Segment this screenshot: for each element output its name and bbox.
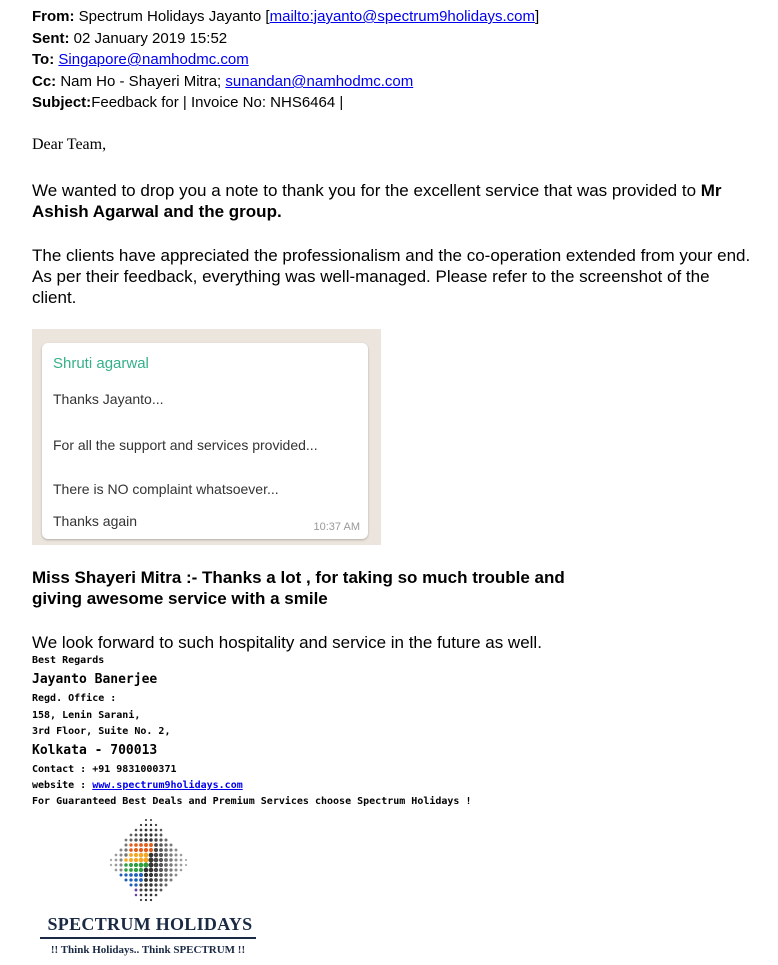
globe-dot [159, 838, 162, 841]
to-label: To: [32, 51, 55, 68]
globe-dot [144, 848, 148, 852]
globe-dot [160, 834, 163, 837]
globe-icon [40, 812, 260, 912]
sig-city: Kolkata - 700013 [32, 743, 158, 758]
globe-dot [154, 863, 159, 868]
globe-dot [164, 878, 167, 881]
globe-dot [160, 889, 163, 892]
globe-dot [149, 868, 154, 873]
globe-dot [150, 899, 152, 901]
globe-dot [139, 873, 143, 877]
globe-dot [164, 863, 168, 867]
globe-dot [124, 868, 127, 871]
globe-dot [154, 873, 158, 877]
thanks-shayeri-paragraph [32, 567, 672, 609]
globe-dot [164, 868, 168, 872]
chat-timestamp: 10:37 AM [313, 521, 360, 533]
globe-dot [154, 843, 158, 847]
globe-dot [169, 853, 172, 856]
globe-dot [124, 873, 127, 876]
globe-dot [164, 873, 168, 877]
globe-dot [144, 838, 148, 842]
globe-dot [149, 878, 153, 882]
globe-dot [159, 868, 163, 872]
globe-dot [180, 869, 183, 872]
chat-sender: Shruti agarwal [53, 355, 149, 372]
globe-dot [134, 883, 137, 886]
globe-dot [154, 878, 158, 882]
globe-dot [174, 858, 177, 861]
globe-dot [129, 883, 132, 886]
globe-dot [155, 889, 158, 892]
globe-dot [129, 853, 133, 857]
chat-line-1: Thanks Jayanto... [53, 391, 164, 407]
sig-address-1: 158, Lenin Sarani, [32, 710, 141, 721]
globe-dot [150, 829, 153, 832]
globe-dot [149, 888, 152, 891]
globe-dot [129, 838, 132, 841]
globe-dot [144, 868, 149, 873]
globe-dot [145, 899, 147, 901]
globe-dot [129, 868, 133, 872]
globe-dot [140, 894, 143, 897]
globe-dot [134, 838, 137, 841]
globe-dot [155, 824, 157, 826]
globe-dot [164, 838, 167, 841]
globe-dot [144, 843, 148, 847]
globe-dot [185, 864, 187, 866]
globe-dot [180, 854, 183, 857]
globe-dot [154, 868, 158, 872]
globe-dot [134, 858, 138, 862]
globe-dot [129, 878, 132, 881]
globe-dot [115, 859, 118, 862]
cc-line [32, 73, 413, 91]
chat-bubble [42, 343, 368, 539]
chat-line-4: Thanks again [53, 513, 138, 529]
globe-dot [154, 853, 158, 857]
globe-dot [135, 889, 138, 892]
globe-dot [170, 879, 173, 882]
sig-contact: Contact : +91 9831000371 [32, 764, 177, 775]
globe-dot [154, 848, 158, 852]
globe-dot [129, 848, 133, 852]
globe-dot [145, 819, 147, 821]
globe-dot [175, 854, 178, 857]
sig-website-label: website : [32, 780, 87, 791]
globe-dot [149, 853, 154, 858]
logo-title: SPECTRUM HOLIDAYS [47, 914, 253, 934]
globe-dot [119, 858, 122, 861]
globe-dot [115, 854, 118, 857]
globe-dot [154, 883, 157, 886]
globe-dot [180, 859, 183, 862]
globe-dot [185, 859, 187, 861]
sig-address-2: 3rd Floor, Suite No. 2, [32, 726, 171, 737]
from-label: From: [32, 8, 75, 25]
globe-dot [134, 873, 138, 877]
globe-dot [169, 863, 172, 866]
globe-dot [164, 848, 168, 852]
globe-dot [180, 864, 183, 867]
cc-label: Cc: [32, 73, 57, 90]
globe-dot [145, 894, 148, 897]
globe-dot [149, 858, 154, 863]
globe-dot [144, 863, 149, 868]
globe-dot [119, 853, 122, 856]
globe-dot [139, 883, 142, 886]
globe-dot [135, 894, 138, 897]
globe-dot [140, 829, 143, 832]
client-name: Mr Ashish Agarwal and the group. [32, 181, 722, 221]
globe-dot [144, 858, 149, 863]
globe-dot [134, 863, 138, 867]
sig-website-link[interactable]: www.spectrum9holidays.com [92, 780, 243, 791]
globe-dot [149, 838, 153, 842]
globe-dot [175, 874, 178, 877]
globe-dot [164, 858, 168, 862]
globe-dot [149, 843, 153, 847]
globe-dot [155, 894, 158, 897]
sig-tagline: For Guaranteed Best Deals and Premium Services choose Spectrum Holidays ! [32, 796, 472, 807]
globe-dot [119, 863, 122, 866]
subject-label: Subject: [32, 94, 92, 111]
globe-dot [149, 873, 153, 877]
globe-dot [145, 829, 148, 832]
globe-dot [124, 853, 127, 856]
globe-dot [129, 873, 133, 877]
globe-dot [139, 858, 144, 863]
globe-dot [134, 878, 138, 882]
globe-dot [144, 833, 147, 836]
globe-dot [149, 848, 153, 852]
globe-dot [154, 838, 157, 841]
globe-dot [124, 878, 127, 881]
to-email-link[interactable]: Singapore@namhodmc.com [58, 51, 249, 68]
globe-dot [149, 863, 154, 868]
globe-dot [175, 849, 178, 852]
globe-dot [150, 819, 152, 821]
globe-dot [174, 863, 177, 866]
globe-dot [144, 878, 148, 882]
chat-line-3: There is NO complaint whatsoever... [53, 481, 279, 497]
globe-dot [139, 878, 143, 882]
globe-dot [159, 843, 163, 847]
sig-website-line [32, 780, 243, 791]
globe-dot [115, 869, 118, 872]
globe-dot [134, 843, 138, 847]
globe-dot [124, 863, 128, 867]
globe-dot [139, 848, 143, 852]
greeting: Dear Team, [32, 136, 107, 153]
globe-dot [159, 848, 163, 852]
globe-dot [149, 833, 152, 836]
globe-dot [160, 829, 163, 832]
cc-name: Nam Ho - Shayeri Mitra; [60, 73, 222, 90]
globe-dot [115, 864, 118, 867]
globe-dot [124, 843, 127, 846]
globe-dot [139, 843, 143, 847]
globe-dot [144, 883, 147, 886]
to-line [32, 51, 249, 69]
globe-dot [134, 853, 138, 857]
thanks-text: We wanted to drop you a note to thank you for the excellent service that was provided to [32, 181, 697, 200]
globe-dot [150, 894, 153, 897]
appreciation-paragraph: The clients have appreciated the professionalism and the co-operation extended from your end. As per their feedback, everything was well-managed. Please refer to the screenshot of the client. [32, 246, 751, 307]
globe-dot [139, 838, 142, 841]
globe-dot [164, 853, 168, 857]
globe-dot [140, 899, 142, 901]
subject-value: Feedback for | Invoice No: NHS6464 | [91, 94, 344, 111]
chat-screenshot [32, 329, 381, 545]
globe-dot [139, 833, 142, 836]
globe-dot [169, 868, 172, 871]
globe-dot [144, 873, 148, 877]
globe-dot [169, 848, 172, 851]
spectrum-logo [40, 812, 260, 962]
globe-dot [150, 824, 152, 826]
from-mailto-link[interactable]: mailto:jayanto@spectrum9holidays.com [269, 8, 535, 25]
globe-dot [120, 874, 123, 877]
sig-name: Jayanto Banerjee [32, 672, 158, 687]
globe-dot [139, 868, 143, 872]
thanks-paragraph [32, 180, 752, 222]
globe-dot [159, 863, 163, 867]
globe-dot [125, 839, 128, 842]
globe-dot [139, 863, 144, 868]
globe-dot [155, 829, 158, 832]
globe-dot [154, 858, 159, 863]
globe-dot [120, 849, 123, 852]
globe-dot [165, 884, 168, 887]
globe-dot [134, 848, 138, 852]
globe-dot [129, 863, 133, 867]
globe-dot [140, 824, 142, 826]
globe-dot [124, 848, 127, 851]
sig-office-label: Regd. Office : [32, 693, 117, 704]
globe-dot [135, 829, 138, 832]
sent-label: Sent: [32, 30, 70, 47]
globe-dot [159, 858, 163, 862]
globe-dot [119, 868, 122, 871]
globe-dot [149, 883, 152, 886]
chat-line-2: For all the support and services provided... [53, 437, 318, 453]
globe-dot [110, 864, 112, 866]
globe-dot [169, 843, 172, 846]
globe-dot [159, 883, 162, 886]
globe-dot [135, 834, 138, 837]
thanks-shayeri-line-1: Miss Shayeri Mitra :- Thanks a lot , for taking so much trouble and [32, 568, 565, 587]
logo-slogan: !! Think Holidays.. Think SPECTRUM !! [50, 944, 246, 956]
globe-dot [159, 878, 163, 882]
sent-line [32, 30, 227, 48]
globe-dot [169, 873, 172, 876]
globe-dot [159, 853, 163, 857]
sent-value: 02 January 2019 15:52 [73, 30, 228, 47]
closing-paragraph: We look forward to such hospitality and service in the future as well. [32, 633, 542, 652]
globe-dot [129, 858, 133, 862]
thanks-shayeri-line-2: giving awesome service with a smile [32, 589, 328, 608]
globe-dot [159, 873, 163, 877]
from-name: Spectrum Holidays Jayanto [78, 8, 262, 25]
globe-dot [169, 858, 172, 861]
sig-regards: Best Regards [32, 655, 105, 666]
from-line: From: Spectrum Holidays Jayanto [mailto:jayanto@spectrum9holidays.com] [32, 8, 540, 25]
globe-dot [154, 833, 157, 836]
globe-dot [164, 843, 167, 846]
globe-dot [110, 859, 112, 861]
globe-dot [129, 843, 132, 846]
globe-dot [145, 824, 147, 826]
globe-dot [139, 853, 143, 857]
globe-dot [134, 868, 138, 872]
globe-dot [144, 853, 149, 858]
cc-email-link[interactable]: sunandan@namhodmc.com [225, 73, 414, 90]
logo-divider [40, 937, 256, 939]
globe-dot [130, 834, 133, 837]
subject-line [32, 94, 343, 112]
globe-dot [140, 889, 143, 892]
globe-dot [175, 869, 178, 872]
globe-dot [124, 858, 128, 862]
globe-dot [144, 888, 147, 891]
